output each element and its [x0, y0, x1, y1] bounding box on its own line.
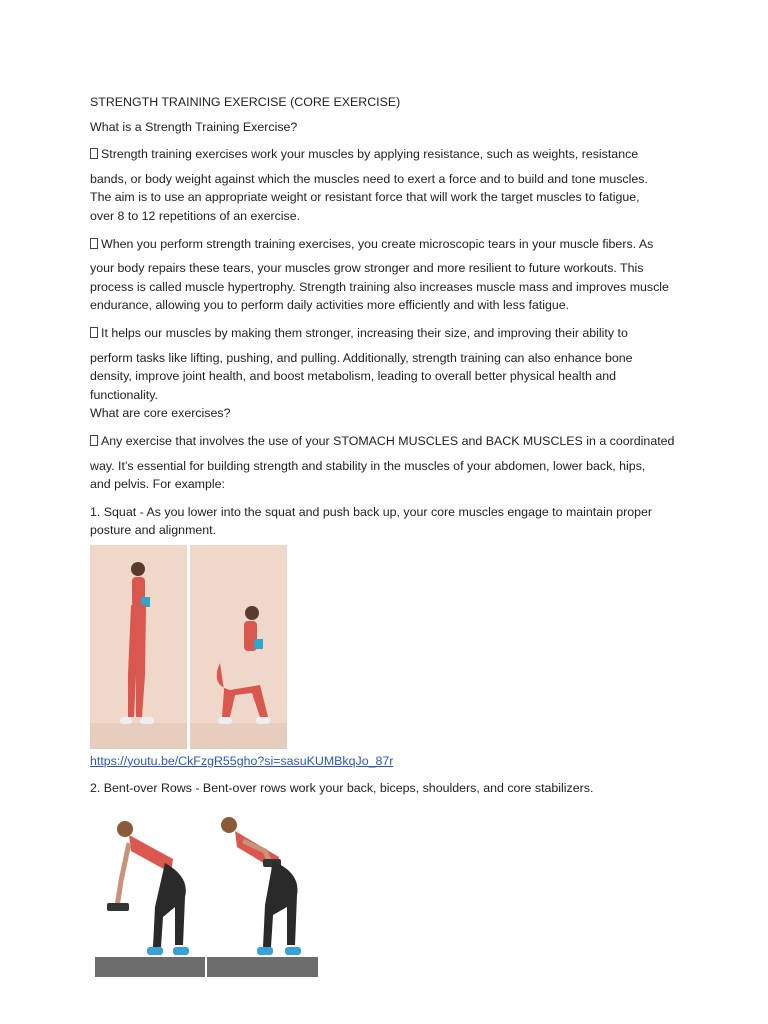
doc-title: STRENGTH TRAINING EXERCISE (CORE EXERCISE): [90, 95, 401, 109]
rows-down-photo: [95, 807, 205, 977]
para4-line1: Any exercise that involves the use of your STOMACH MUSCLES and BACK MUSCLES in a coordinated: [90, 432, 690, 451]
bullet-icon: [90, 327, 98, 338]
para1-line2: bands, or body weight against which the muscles need to exert a force and to build and tone muscles.: [90, 171, 648, 186]
para2-line3: process is called muscle hypertrophy. Strength training also increases muscle mass and improves muscle: [90, 279, 669, 294]
bullet-icon: [90, 148, 98, 159]
example-squat-line2: posture and alignment.: [90, 523, 217, 538]
para3-line3: density, improve joint health, and boost metabolism, leading to overall better physical health and: [90, 369, 616, 384]
para4-line2: way. It’s essential for building strength and stability in the muscles of your abdomen, lower back, hips,: [90, 458, 646, 473]
question-core: What are core exercises?: [90, 406, 231, 421]
bullet-icon: [90, 435, 98, 446]
squat-images: [90, 545, 690, 749]
squat-bottom-photo: [190, 545, 287, 749]
bullet-icon: [90, 238, 98, 249]
example-rows-line: 2. Bent-over Rows - Bent-over rows work your back, biceps, shoulders, and core stabilizers.: [90, 781, 594, 796]
rows-up-photo: [207, 807, 318, 977]
para4-line3: and pelvis. For example:: [90, 477, 225, 492]
question-strength: What is a Strength Training Exercise?: [90, 119, 298, 134]
para1-line3: The aim is to use an appropriate weight or resistant force that will work the target muscles to fatigue,: [90, 190, 640, 205]
para1-line1: Strength training exercises work your muscles by applying resistance, such as weights, resistance: [90, 145, 690, 164]
document-page: [90, 93, 690, 977]
para3-line4: functionality.: [90, 387, 158, 402]
para2-line1: When you perform strength training exercises, you create microscopic tears in your muscle fibers. As: [90, 235, 690, 254]
para3-line1: It helps our muscles by making them stronger, increasing their size, and improving their ability to: [90, 324, 690, 343]
rows-images: [95, 807, 690, 977]
squat-standing-photo: [90, 545, 187, 749]
para2-line2: your body repairs these tears, your muscles grow stronger and more resilient to future workouts. This: [90, 261, 644, 276]
para3-line2: perform tasks like lifting, pushing, and pulling. Additionally, strength training can also enhance bone: [90, 350, 633, 365]
para2-line4: endurance, allowing you to perform daily activities more efficiently and with less fatigue.: [90, 298, 570, 313]
para1-line4: over 8 to 12 repetitions of an exercise.: [90, 208, 301, 223]
example-squat-line1: 1. Squat - As you lower into the squat and push back up, your core muscles engage to maintain proper: [90, 504, 653, 519]
squat-video-link[interactable]: https://youtu.be/CkFzgR55gho?si=sasuKUMBkqJo_87r: [90, 753, 394, 768]
